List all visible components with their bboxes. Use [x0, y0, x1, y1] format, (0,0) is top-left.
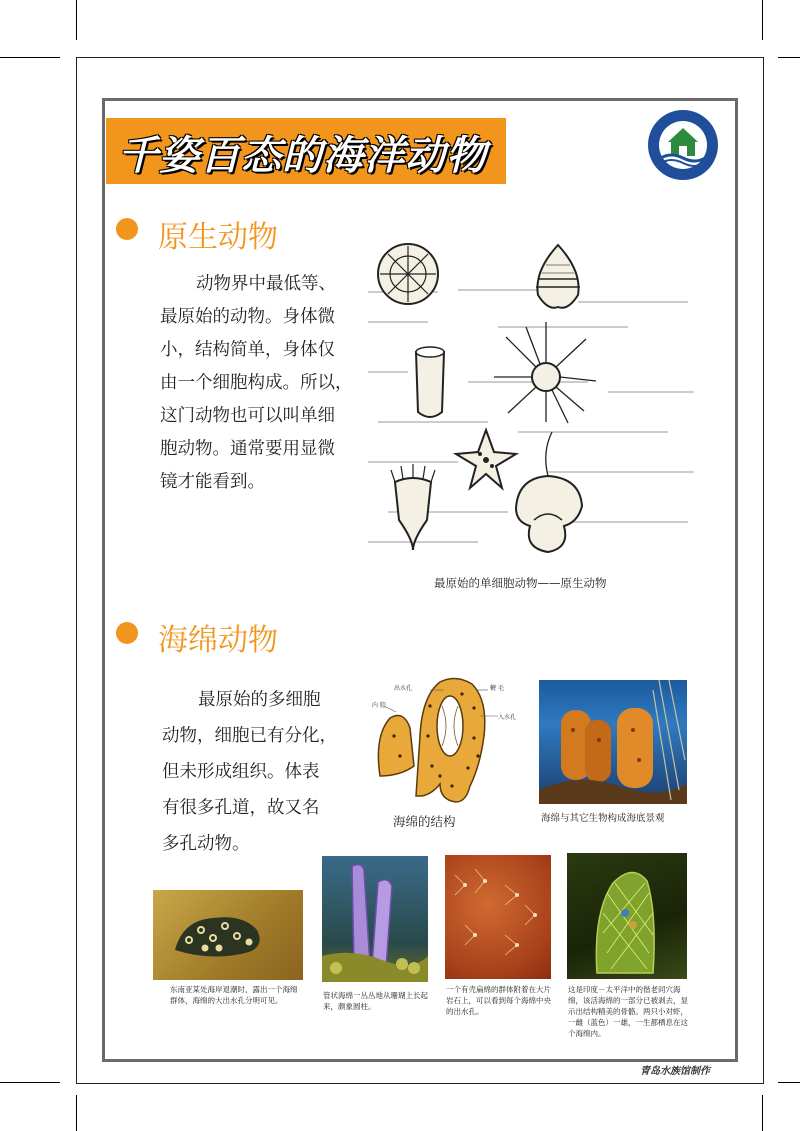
section-bullet [116, 622, 138, 644]
crop-mark [778, 57, 800, 58]
crop-mark [0, 1082, 60, 1083]
photo-sponge-colony-tide [153, 890, 303, 980]
label-inflow-pore: 入水孔 [498, 714, 517, 721]
label-inner-cavity: 内 腔 [372, 702, 386, 709]
photo-encrusting-sponges [445, 855, 551, 979]
protozoa-figure-caption: 最原始的单细胞动物——原生动物 [434, 576, 607, 590]
photo-caption: 管状海绵一丛丛地从珊瑚上长起来，颇象圆柱。 [323, 991, 428, 1011]
text-line: 小，结构简单，身体仅 [160, 340, 335, 360]
crop-mark [76, 1095, 77, 1131]
photo-caption: 东南亚某处海岸退潮时，露出一个海绵群体，海绵的大出水孔分明可见。 [170, 985, 298, 1005]
label-outflow-pore: 出水孔 [394, 685, 413, 692]
credit-text: 青岛水族馆制作 [640, 1066, 710, 1077]
text-line: 动物界中最低等、 [196, 274, 336, 294]
title-banner [106, 118, 506, 184]
photo-seafloor-sponges [539, 680, 687, 804]
text-line: 有很多孔道，故又名 [162, 798, 320, 818]
photo-venus-flower-basket [567, 853, 687, 979]
text-line: 由一个细胞构成。所以， [160, 373, 353, 393]
text-line: 最原始的多细胞 [198, 690, 321, 710]
crop-mark [762, 0, 763, 40]
photo-caption: 一个有壳扁绵的群体附着在大片岩石上，可以看到每个海绵中央的出水孔。 [446, 985, 551, 1016]
text-line: 胞动物。通常要用显微 [160, 439, 335, 459]
crop-mark [778, 1082, 800, 1083]
text-line: 这门动物也可以叫单细 [160, 406, 335, 426]
photo-seafloor-caption: 海绵与其它生物构成海底景观 [541, 813, 665, 824]
photo-caption: 这是印度－太平洋中的偕老同穴海绵，该活海绵的一部分已被剥去，显示出结构精美的骨骼。两只小对虾，一雌（蓝色）一雄，一生都栖息在这个海绵内。 [568, 985, 688, 1038]
label-flagella: 鞭 毛 [490, 685, 504, 692]
protozoa-illustration [368, 232, 694, 562]
protozoa-description [160, 268, 375, 499]
crop-mark [0, 57, 60, 58]
photo-tube-sponges [322, 856, 428, 982]
text-line: 但未形成组织。体表 [162, 762, 320, 782]
text-line: 最原始的动物。身体微 [160, 307, 335, 327]
page-title: 千姿百态的海洋动物 [118, 133, 487, 179]
aquarium-logo [646, 108, 720, 182]
sponge-structure-diagram [370, 676, 530, 808]
text-line: 镜才能看到。 [160, 472, 265, 492]
text-line: 多孔动物。 [162, 834, 250, 854]
crop-mark [76, 0, 77, 40]
text-line: 动物，细胞已有分化， [162, 726, 337, 746]
section-heading-sponges: 海绵动物 [158, 623, 278, 658]
section-heading-protozoa: 原生动物 [158, 220, 278, 255]
crop-mark [762, 1095, 763, 1131]
sponge-description [162, 682, 362, 862]
section-bullet [116, 218, 138, 240]
sponge-diagram-caption: 海绵的结构 [393, 814, 456, 829]
